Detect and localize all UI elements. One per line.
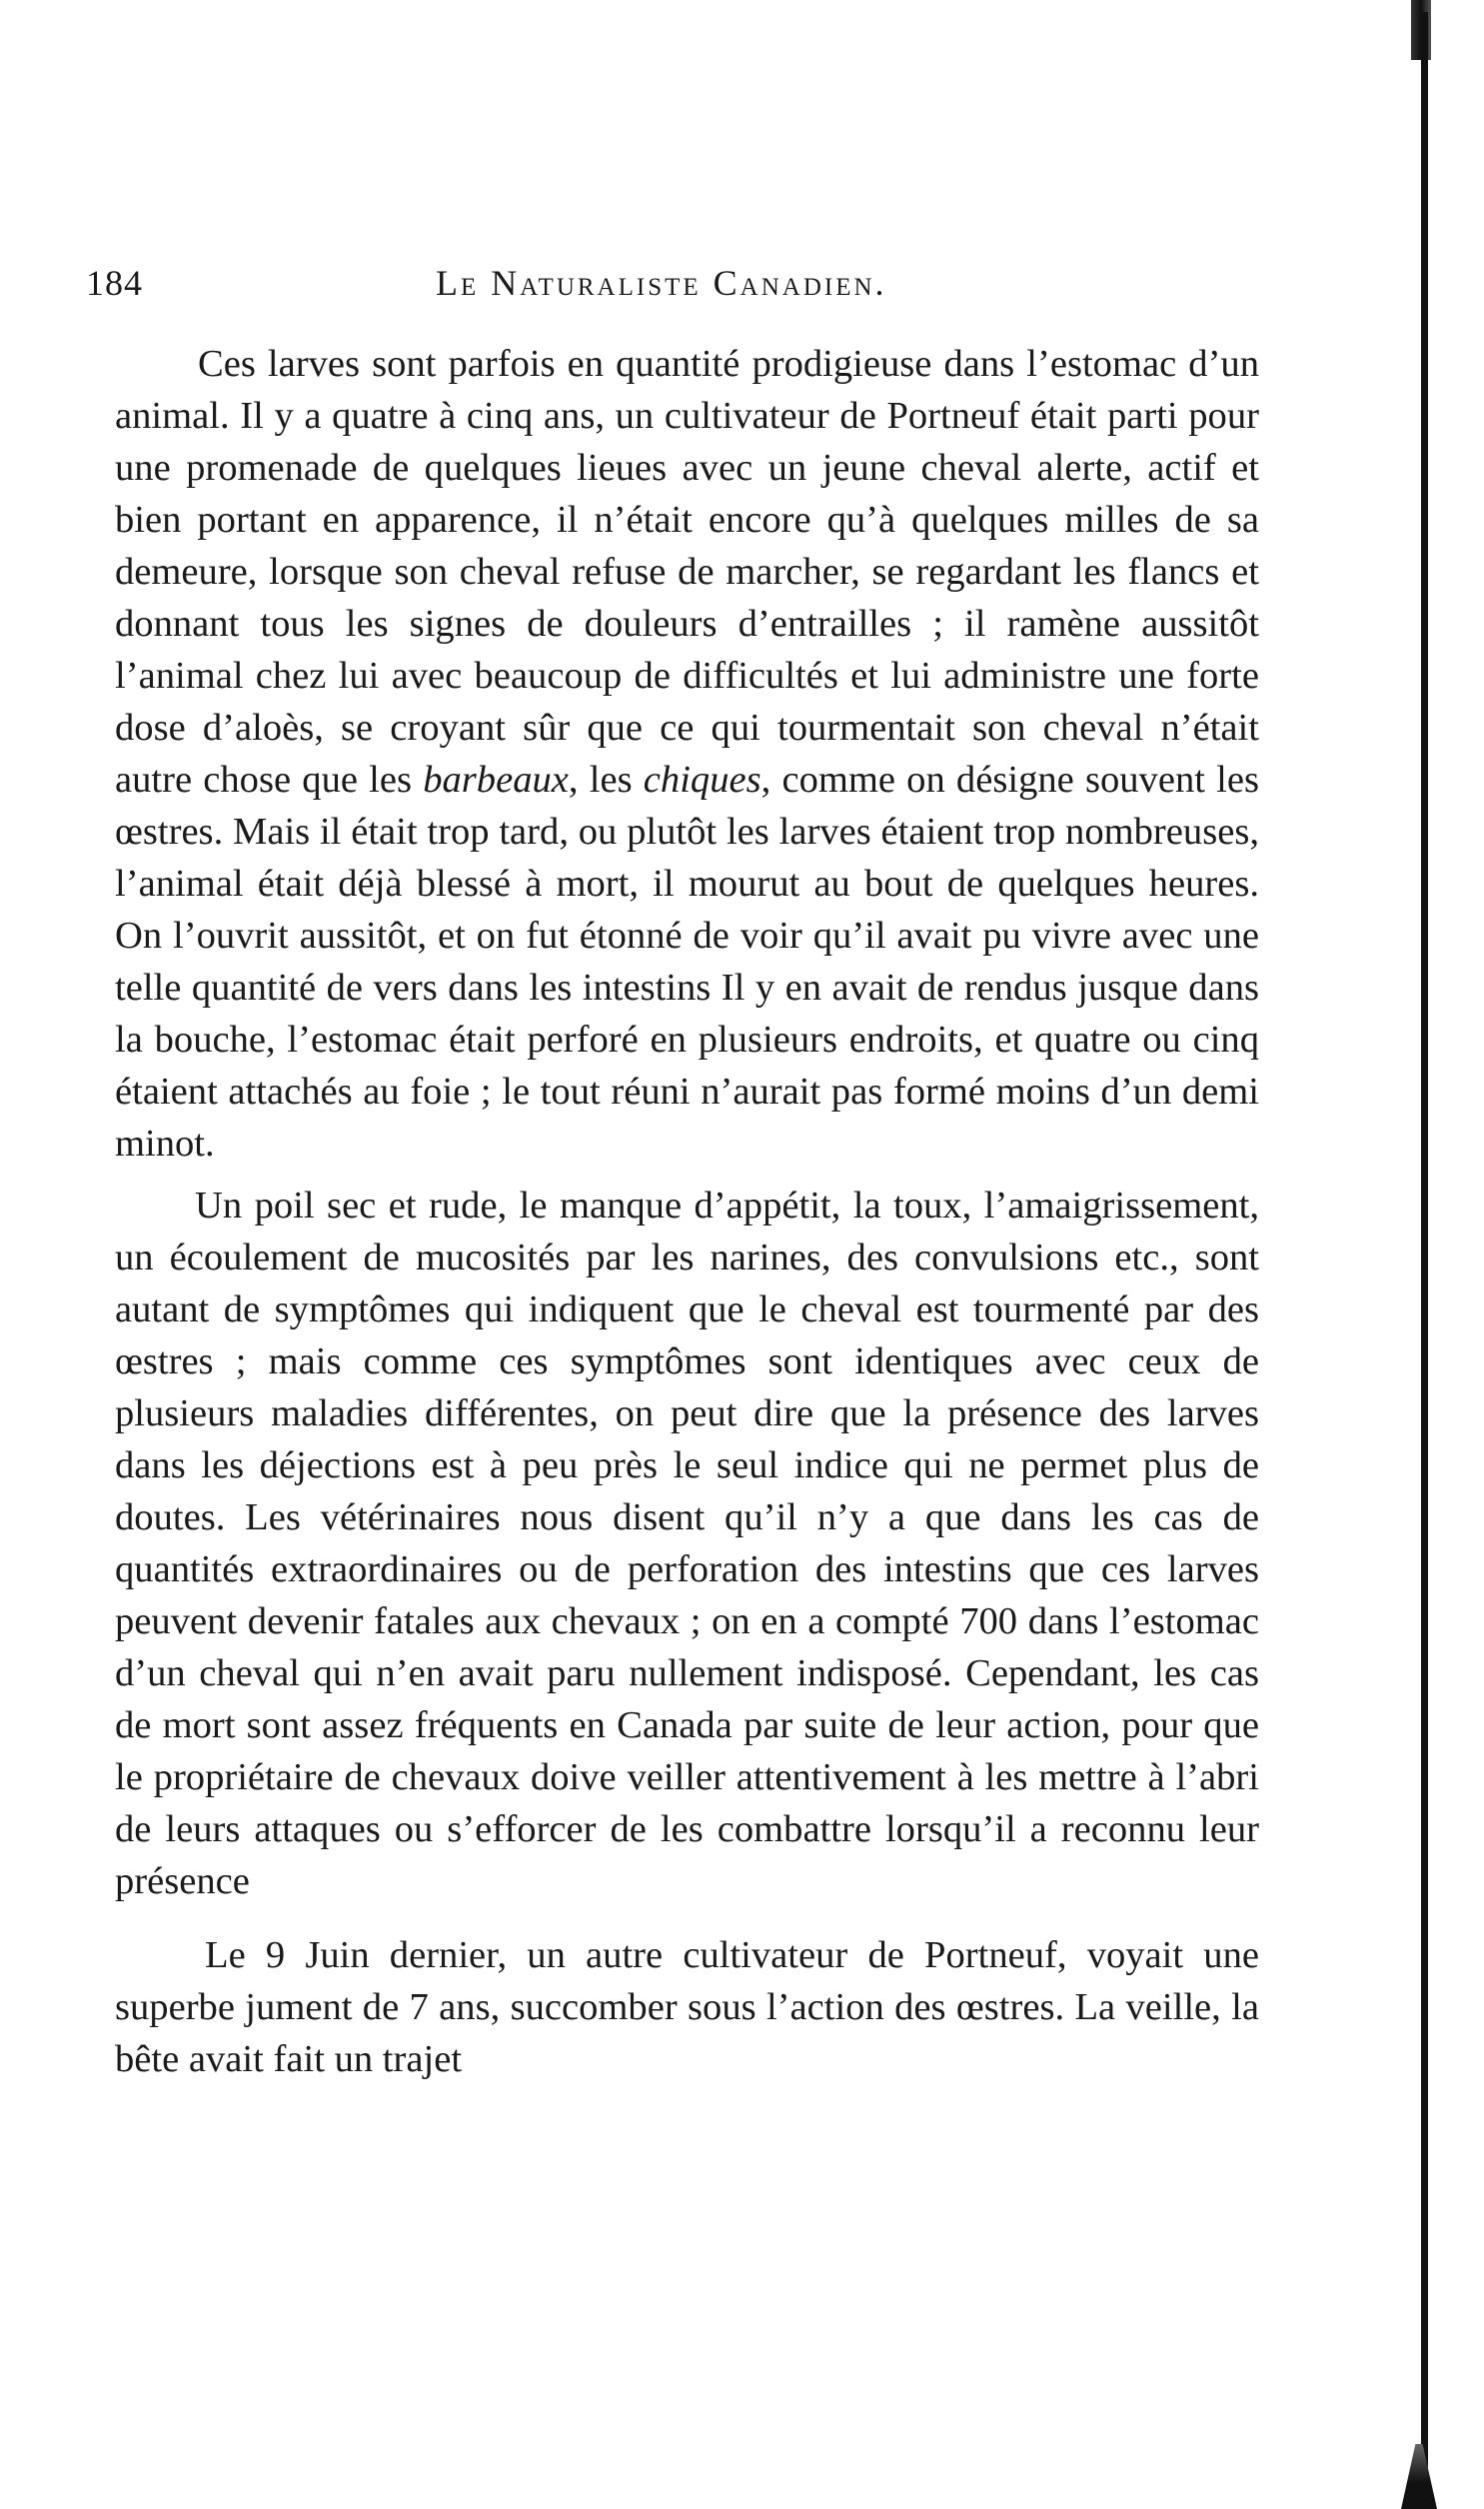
paragraph-1-text-c: , comme on désigne souvent les œstres. Mais il était trop tard, ou plutôt les larves étaient trop nombreuses, l’animal était déjà blessé à mort, il mourut au bout de quelques heures. On l’ouvrit aussitôt, et on fut étonné de voir qu’il avait pu vivre avec une telle quantité de vers dans les intestins Il y en avait de rendus jusque dans la bouche, l’estomac était perforé en plusieurs endroits, et quatre ou cinq étaient attachés au foie ; le tout réuni n’aurait pas formé moins d’un demi minot.	[115, 759, 1259, 1165]
italic-term-barbeaux: barbeaux	[423, 759, 569, 801]
italic-term-chiques: chiques	[643, 759, 761, 801]
paragraph-1	[115, 338, 1259, 1170]
paragraph-1-text-a: Ces larves sont parfois en quantité prodigieuse dans l’estomac d’un animal. Il y a quatre à cinq ans, un cultivateur de Portneuf était parti pour une promenade de quelques lieues avec un jeune cheval alerte, actif et bien portant en apparence, il n’était encore qu’à quelques milles de sa demeure, lorsque son cheval refuse de marcher, se regardant les flancs et donnant tous les signes de douleurs d’entrailles ; il ramène aussitôt l’animal chez lui avec beaucoup de difficultés et lui administre une forte dose d’aloès, se croyant sûr que ce qui tourmentait son cheval n’était autre chose que les	[115, 343, 1259, 801]
page-body	[115, 338, 1259, 2085]
page-number: 184	[86, 263, 143, 303]
running-title: Le Naturaliste Canadien.	[436, 263, 887, 303]
page-header	[86, 262, 1265, 322]
binding-edge-bottom	[1401, 2444, 1437, 2509]
paragraph-1-text-b: , les	[568, 759, 644, 801]
paragraph-3: Le 9 Juin dernier, un autre cultivateur de Portneuf, voyait une superbe jument de 7 ans, succomber sous l’action des œstres. La veille, la bête avait fait un trajet	[115, 1934, 1259, 2080]
paragraph-2: Un poil sec et rude, le manque d’appétit, la toux, l’amaigrissement, un écoulement de mucosités par les narines, des convulsions etc., sont autant de symptômes qui indiquent que le cheval est tourmenté par des œstres ; mais comme ces symptômes sont identiques avec ceux de plusieurs maladies différentes, on peut dire que la présence des larves dans les déjections est à peu près le seul indice qui ne permet plus de doutes. Les vétérinaires nous disent qu’il n’y a que dans les cas de quantités extraordinaires ou de perforation des intestins que ces larves peuvent devenir fatales aux chevaux ; on en a compté 700 dans l’estomac d’un cheval qui n’en avait paru nullement indisposé. Cependant, les cas de mort sont assez fréquents en Canada par suite de leur action, pour que le propriétaire de chevaux doive veiller attentivement à les mettre à l’abri de leurs attaques ou s’efforcer de les combattre lorsqu’il a reconnu leur présence	[115, 1185, 1259, 1902]
binding-edge-rule	[1421, 12, 1428, 2491]
